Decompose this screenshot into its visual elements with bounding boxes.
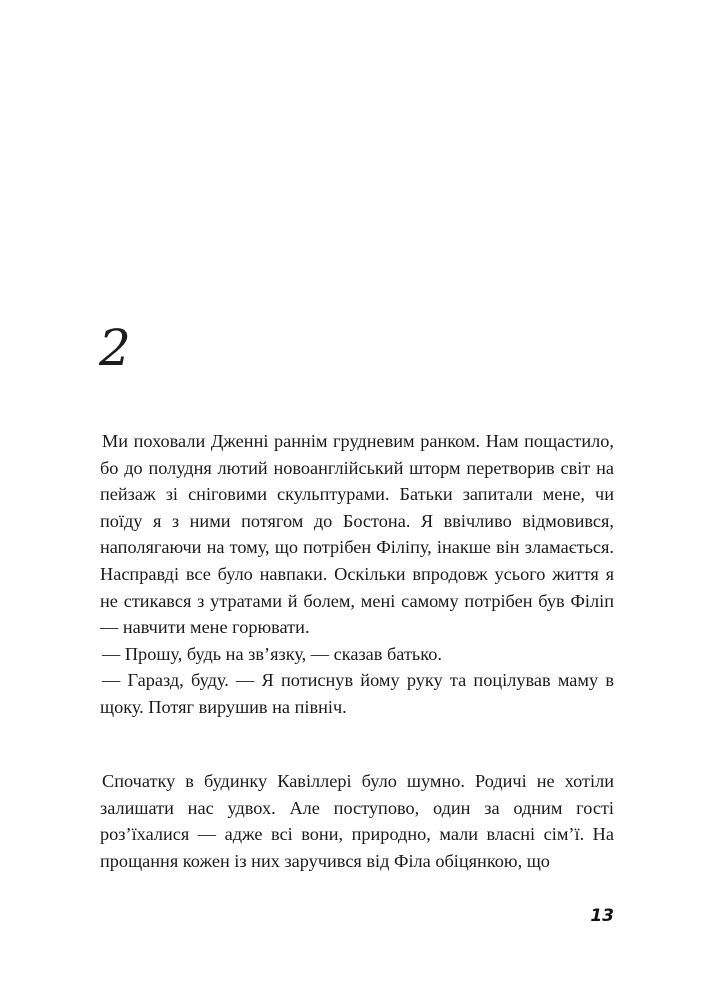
dialogue-line: — Гаразд, буду. — Я потиснув йому руку та поцілував маму в щоку. Потяг вирушив на північ. bbox=[100, 670, 614, 717]
section-1 bbox=[100, 428, 614, 721]
paragraph: Ми поховали Дженні раннім грудневим ранком. Нам пощастило, бо до полудня лютий новоанглійський шторм перетворив світ на пейзаж зі сніговими скульптурами. Батьки запитали мене, чи поїду я з ними потягом до Бостона. Я ввічливо відмовився, наполягаючи на тому, що потрібен Філіпу, інакше він зламається. Насправді все було навпаки. Оскільки впродовж усього життя я не стикався з утратами й болем, мені самому потрібен був Філіп — навчити мене горювати. bbox=[100, 431, 614, 638]
page-number: 13 bbox=[590, 906, 614, 926]
chapter-number: 2 bbox=[99, 319, 131, 377]
section-2 bbox=[100, 768, 614, 874]
dialogue-line: — Прошу, будь на зв’язку, — сказав батько. bbox=[102, 643, 442, 664]
paragraph: Спочатку в будинку Кавіллері було шумно. Родичі не хотіли залишати нас удвох. Але поступово, один за одним гості роз’їхалися — адже всі вони, природно, мали власні сім’ї. На прощання кожен із них заручився від Філа обіцянкою, що bbox=[100, 771, 614, 871]
